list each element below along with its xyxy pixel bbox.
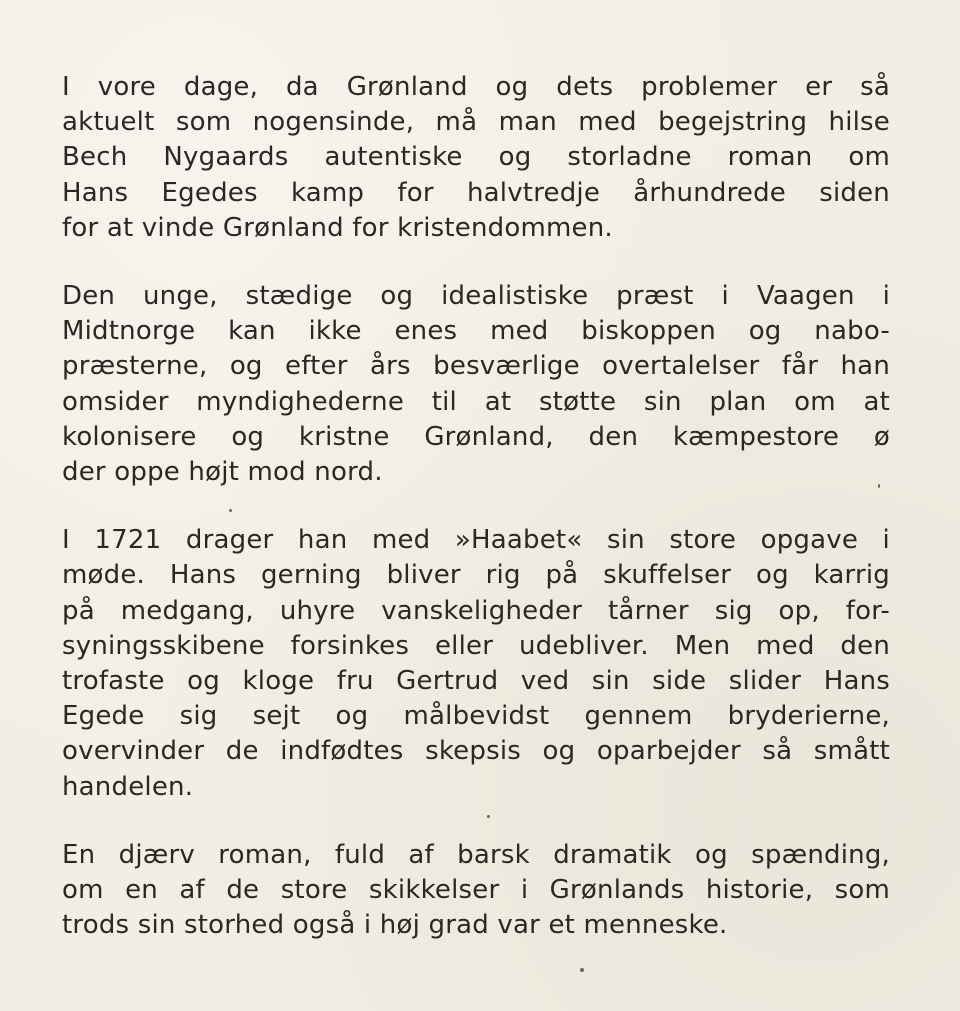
text-line: Hans Egedes kamp for halvtredje århundrede siden xyxy=(62,177,890,208)
text-line: kolonisere og kristne Grønland, den kæmpestore ø xyxy=(62,421,890,452)
text-line: syningsskibene forsinkes eller udebliver. Men med den xyxy=(62,630,890,661)
text-line: møde. Hans gerning bliver rig på skuffelser og karrig xyxy=(62,560,890,591)
text-line: omsider myndighederne til at støtte sin plan om at xyxy=(62,386,890,417)
text-line: præsterne, og efter års besværlige overtalelser får han xyxy=(62,351,890,382)
text-line: Egede sig sejt og målbevidst gennem bryderierne, xyxy=(62,701,890,732)
paper-speck xyxy=(487,815,490,818)
text-line: for at vinde Grønland for kristendommen. xyxy=(62,212,613,243)
text-line: overvinder de indfødtes skepsis og oparbejder så smått xyxy=(62,736,890,767)
paper-speck xyxy=(580,968,584,972)
text-line: En djærv roman, fuld af barsk dramatik og spænding, xyxy=(62,839,890,870)
paragraph-2 xyxy=(62,279,890,490)
text-line: handelen. xyxy=(62,771,194,802)
text-line: trofaste og kloge fru Gertrud ved sin side slider Hans xyxy=(62,666,890,697)
text-line: I 1721 drager han med »Haabet« sin store opgave i xyxy=(62,525,890,556)
blurb-text xyxy=(62,70,890,976)
text-line: Den unge, stædige og idealistiske præst i Vaagen i xyxy=(62,281,890,312)
text-line: I vore dage, da Grønland og dets problemer er så xyxy=(62,72,890,102)
paragraph-1 xyxy=(62,70,890,246)
paragraph-4 xyxy=(62,838,890,944)
text-line: aktuelt som nogensinde, må man med begejstring hilse xyxy=(62,107,890,138)
paper-speck xyxy=(878,484,880,488)
paragraph-3 xyxy=(62,523,890,805)
text-line: om en af de store skikkelser i Grønlands historie, som xyxy=(62,875,890,906)
paper-speck xyxy=(229,509,232,512)
text-line: der oppe højt mod nord. xyxy=(62,457,383,488)
text-line: på medgang, uhyre vanskeligheder tårner sig op, for- xyxy=(62,595,890,626)
text-line: Bech Nygaards autentiske og storladne roman om xyxy=(62,142,890,173)
text-line: trods sin storhed også i høj grad var et menneske. xyxy=(62,910,728,941)
text-line: Midtnorge kan ikke enes med biskoppen og nabo- xyxy=(62,316,890,347)
